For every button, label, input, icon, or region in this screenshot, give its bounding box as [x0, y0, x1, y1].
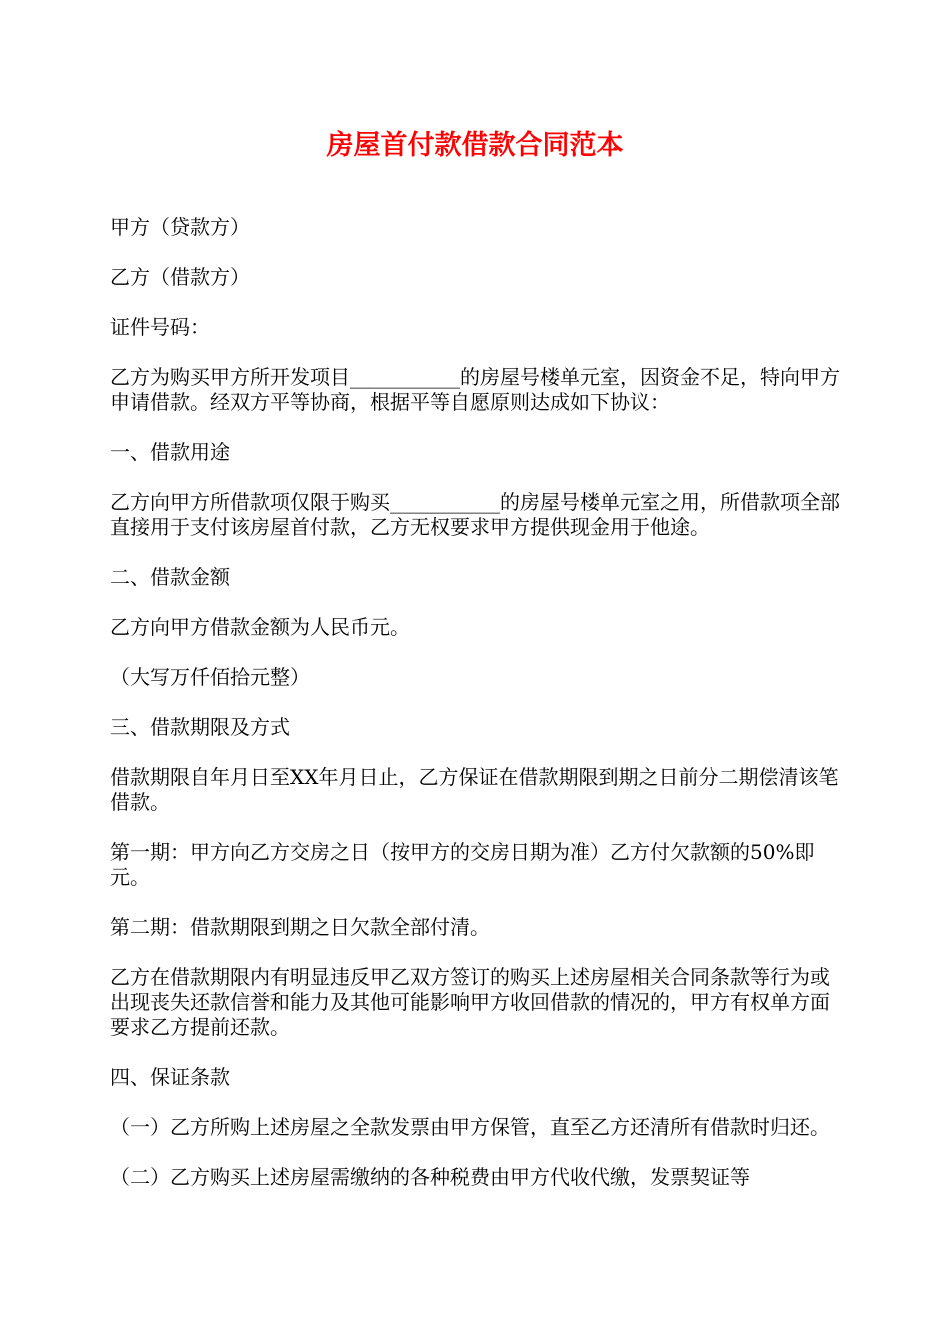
- section-heading-purpose: 一、借款用途: [110, 440, 230, 464]
- amount-uppercase-paragraph: （大写万仟佰拾元整）: [110, 665, 310, 689]
- section-heading-term: 三、借款期限及方式: [110, 715, 290, 739]
- section-heading-guarantee: 四、保证条款: [110, 1065, 230, 1089]
- amount-paragraph: 乙方向甲方借款金额为人民币元。: [110, 615, 410, 639]
- section-heading-amount: 二、借款金额: [110, 565, 230, 589]
- document-title: 房屋首付款借款合同范本: [326, 130, 624, 161]
- preamble-paragraph: 乙方为购买甲方所开发项目___________的房屋号楼单元室，因资金不足，特向甲方申请借款。经双方平等协商，根据平等自愿原则达成如下协议：: [110, 365, 840, 414]
- purpose-paragraph: 乙方向甲方所借款项仅限于购买___________的房屋号楼单元室之用，所借款项全部直接用于支付该房屋首付款，乙方无权要求甲方提供现金用于他途。: [110, 490, 840, 539]
- party-b-line: 乙方（借款方）: [110, 265, 250, 289]
- id-number-line: 证件号码：: [110, 315, 210, 339]
- document-body: [110, 215, 845, 1215]
- party-a-line: 甲方（贷款方）: [110, 215, 250, 239]
- second-installment-paragraph: 第二期：借款期限到期之日欠款全部付清。: [110, 915, 490, 939]
- guarantee-clause-1: （一）乙方所购上述房屋之全款发票由甲方保管，直至乙方还清所有借款时归还。: [110, 1115, 830, 1139]
- guarantee-clause-2: （二）乙方购买上述房屋需缴纳的各种税费由甲方代收代缴，发票契证等: [110, 1165, 750, 1189]
- first-installment-paragraph: 第一期：甲方向乙方交房之日（按甲方的交房日期为准）乙方付欠款额的50%即元。: [110, 840, 815, 889]
- early-repayment-paragraph: 乙方在借款期限内有明显违反甲乙双方签订的购买上述房屋相关合同条款等行为或出现丧失还款信誉和能力及其他可能影响甲方收回借款的情况的，甲方有权单方面要求乙方提前还款。: [110, 965, 830, 1039]
- term-paragraph: 借款期限自年月日至XX年月日止，乙方保证在借款期限到期之日前分二期偿清该笔借款。: [110, 765, 839, 814]
